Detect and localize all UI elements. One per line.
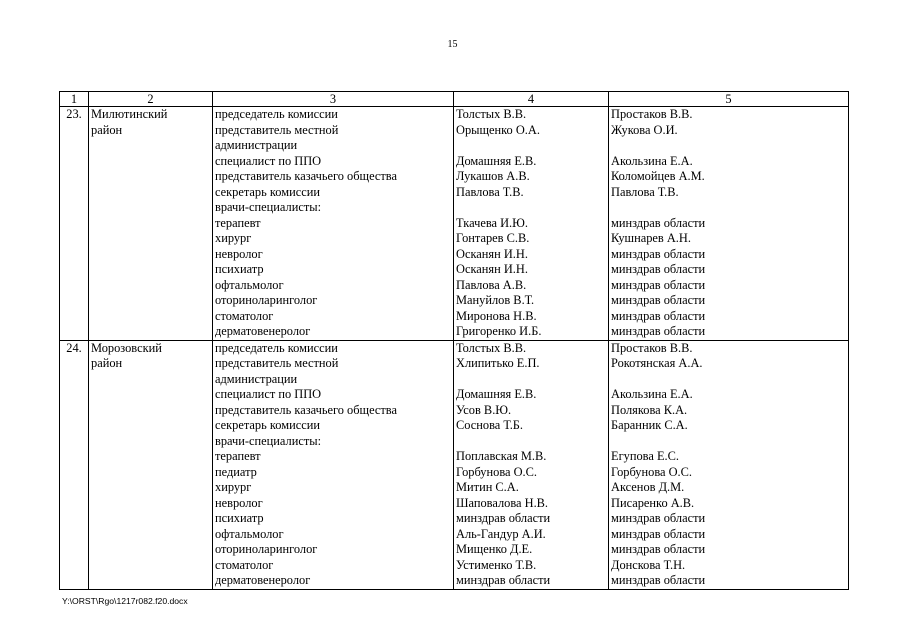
role-line: специалист по ППО <box>215 153 322 168</box>
row-number: 24. <box>60 340 89 589</box>
reserve-name: минздрав области <box>611 308 706 323</box>
header-cell-5: 5 <box>609 92 849 107</box>
member-name: Домашняя Е.В. <box>456 153 537 168</box>
reserve-name <box>611 372 846 388</box>
header-row <box>60 92 849 107</box>
reserve-name: Рокотянская А.А. <box>611 356 703 370</box>
member-name: Григоренко И.Б. <box>456 324 542 338</box>
table-row <box>60 107 849 341</box>
table-row <box>60 340 849 589</box>
role-line: стоматолог <box>215 308 274 323</box>
role-cell <box>213 107 454 341</box>
role-line: представитель местной <box>215 122 339 137</box>
member-name: минздрав области <box>456 573 551 587</box>
role-line: оториноларинголог <box>215 542 318 556</box>
member-name: Орыщенко О.А. <box>456 122 540 137</box>
reserve-name: Павлова Т.В. <box>611 184 679 199</box>
member-name: Осканян И.Н. <box>456 262 528 276</box>
role-line: секретарь комиссии <box>215 418 320 432</box>
reserve-name: минздрав области <box>611 246 706 261</box>
district-line: Морозовский <box>91 340 162 355</box>
role-line: дерматовенеролог <box>215 324 311 338</box>
role-line: оториноларинголог <box>215 293 318 307</box>
reserve-cell <box>609 340 849 589</box>
member-name: Домашняя Е.В. <box>456 387 537 401</box>
member-name: Усов В.Ю. <box>456 402 512 417</box>
member-cell <box>454 107 609 341</box>
reserve-name: минздрав области <box>611 324 706 338</box>
member-name: Митин С.А. <box>456 480 519 494</box>
member-name: Мануйлов В.Т. <box>456 293 535 307</box>
role-line: администрации <box>215 138 298 152</box>
role-line: врачи-специалисты: <box>215 433 322 448</box>
member-name: Толстых В.В. <box>456 107 527 121</box>
member-name <box>456 200 606 216</box>
member-name: Аль-Гандур А.И. <box>456 526 546 541</box>
role-line: секретарь комиссии <box>215 184 320 199</box>
reserve-name: минздрав области <box>611 526 706 541</box>
row-number: 23. <box>60 107 89 341</box>
role-line: хирург <box>215 480 252 494</box>
member-name: Павлова А.В. <box>456 277 527 292</box>
reserve-name: Донскова Т.Н. <box>611 557 686 572</box>
member-name: Шаповалова Н.В. <box>456 495 549 510</box>
role-line: психиатр <box>215 262 264 276</box>
header-cell-4: 4 <box>454 92 609 107</box>
reserve-name: Простаков В.В. <box>611 107 693 121</box>
reserve-name: Кушнарев А.Н. <box>611 231 691 245</box>
role-line: администрации <box>215 371 298 386</box>
district-cell <box>89 107 213 341</box>
role-line: председатель комиссии <box>215 340 338 355</box>
reserve-name: минздрав области <box>611 262 706 276</box>
reserve-name <box>611 138 846 154</box>
reserve-name: Писаренко А.В. <box>611 495 695 510</box>
member-name <box>456 138 606 154</box>
reserve-name: Простаков В.В. <box>611 340 693 355</box>
district-cell <box>89 340 213 589</box>
reserve-name: Коломойцев А.М. <box>611 169 705 183</box>
role-line: офтальмолог <box>215 526 284 541</box>
role-line: офтальмолог <box>215 277 284 292</box>
role-line: представитель казачьего общества <box>215 169 397 183</box>
role-line: представитель местной <box>215 356 339 370</box>
member-name <box>456 434 606 450</box>
role-line: невролог <box>215 246 263 261</box>
reserve-cell <box>609 107 849 341</box>
file-path-footer: Y:\ORST\Rgo\1217r082.f20.docx <box>62 596 188 606</box>
member-name: Горбунова О.С. <box>456 464 538 479</box>
role-line: стоматолог <box>215 557 274 572</box>
role-line: специалист по ППО <box>215 387 322 401</box>
member-name: Павлова Т.В. <box>456 184 524 199</box>
member-name: Поплавская М.В. <box>456 449 547 463</box>
reserve-name: минздрав области <box>611 215 706 230</box>
role-line: врачи-специалисты: <box>215 200 322 214</box>
member-name: Миронова Н.В. <box>456 308 537 323</box>
role-line: представитель казачьего общества <box>215 402 397 417</box>
member-name: Хлипитько Е.П. <box>456 356 540 370</box>
reserve-name: Жукова О.И. <box>611 122 678 137</box>
header-cell-2: 2 <box>89 92 213 107</box>
commission-table <box>59 91 849 590</box>
reserve-name: минздрав области <box>611 511 706 525</box>
reserve-name: Акользина Е.А. <box>611 153 693 168</box>
reserve-name: минздрав области <box>611 293 706 307</box>
reserve-name: Горбунова О.С. <box>611 464 693 479</box>
member-name <box>456 372 606 388</box>
member-name: Устименко Т.В. <box>456 557 537 572</box>
district-line: район <box>91 356 123 370</box>
reserve-name: минздрав области <box>611 277 706 292</box>
member-name: Осканян И.Н. <box>456 246 528 261</box>
page-number: 15 <box>447 39 458 50</box>
role-line: психиатр <box>215 511 264 525</box>
reserve-name: Полякова К.А. <box>611 402 688 417</box>
reserve-name: Аксенов Д.М. <box>611 480 685 494</box>
member-name: Мищенко Д.Е. <box>456 542 533 556</box>
header-cell-1: 1 <box>60 92 89 107</box>
role-line: терапевт <box>215 215 261 230</box>
reserve-name: минздрав области <box>611 542 706 556</box>
role-line: терапевт <box>215 449 261 463</box>
reserve-name: Баранник С.А. <box>611 418 688 432</box>
member-name: Гонтарев С.В. <box>456 231 530 245</box>
district-line: Милютинский <box>91 107 168 121</box>
role-line: хирург <box>215 231 252 245</box>
district-line: район <box>91 122 123 137</box>
role-line: невролог <box>215 495 263 510</box>
member-name: Соснова Т.Б. <box>456 418 524 432</box>
reserve-name: Егупова Е.С. <box>611 449 679 463</box>
reserve-name: Акользина Е.А. <box>611 387 693 401</box>
role-line: педиатр <box>215 464 257 479</box>
member-name: Лукашов А.В. <box>456 169 530 183</box>
reserve-name: минздрав области <box>611 573 706 587</box>
role-line: председатель комиссии <box>215 107 338 121</box>
reserve-name <box>611 434 846 450</box>
member-name: Ткачева И.Ю. <box>456 215 528 230</box>
role-line: дерматовенеролог <box>215 573 311 587</box>
reserve-name <box>611 200 846 216</box>
member-name: минздрав области <box>456 511 551 525</box>
role-cell <box>213 340 454 589</box>
member-cell <box>454 340 609 589</box>
member-name: Толстых В.В. <box>456 340 527 355</box>
header-cell-3: 3 <box>213 92 454 107</box>
